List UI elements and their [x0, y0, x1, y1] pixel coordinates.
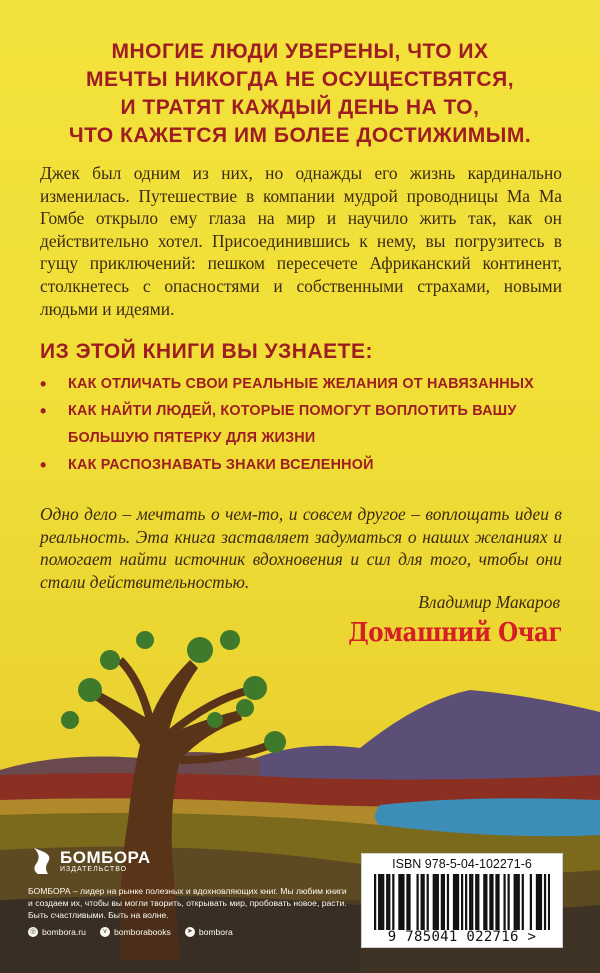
barcode-block [361, 853, 563, 948]
barcode-bar [495, 874, 497, 930]
barcode-bar [406, 874, 408, 930]
barcode-bar [433, 874, 435, 930]
barcode-bar [447, 874, 449, 930]
barcode-bar [483, 874, 485, 930]
barcode-bar [453, 874, 455, 930]
barcode-bar [518, 874, 520, 930]
barcode-bar [536, 874, 538, 930]
barcode-bar [477, 874, 479, 930]
social-link-vk[interactable] [100, 927, 171, 937]
isbn-text: ISBN 978-5-04-102271-6 [392, 857, 532, 871]
barcode-bar [457, 874, 459, 930]
barcode-bar [544, 874, 546, 930]
social-label: bomborabooks [113, 927, 171, 937]
barcode-bar [455, 874, 457, 930]
instagram-icon: ◎ [29, 928, 37, 935]
barcode-bar [540, 874, 542, 930]
barcode-bar [427, 874, 429, 930]
barcode-bar [491, 874, 493, 930]
barcode-bar [548, 874, 550, 930]
publisher-blurb: БОМБОРА – лидер на рынке полезных и вдохновляющих книг. Мы любим книги и создаем их, чтобы вы могли творить, открывать мир, пробовать новое, расти. Быть счастливыми. Быть на волне. [28, 886, 347, 920]
book-description: Джек был одним из них, но однажды его жизнь кардинально изменилась. Путешествие в компании мудрой проводницы Ма Ма Гомбе открыло ему глаза на мир и научило жить так, как он действительно хотел. Присоединившись к нему, вы погрузитесь в гущу приключений: пешком пересечете Африканский континент, столкнетесь с опасностями и собственными страхами, новыми людьми и идеями. [40, 163, 562, 319]
barcode-bar [469, 874, 471, 930]
barcode-bar [416, 874, 418, 930]
quote-author: Владимир Макаров [418, 592, 560, 612]
bullet-icon: • [40, 401, 47, 421]
barcode-bar [386, 874, 388, 930]
barcode-bar [388, 874, 390, 930]
barcode-bar [489, 874, 491, 930]
barcode-bar [380, 874, 382, 930]
barcode-bar [392, 874, 394, 930]
barcode-bar [530, 874, 532, 930]
social-label: bombora.ru [42, 927, 86, 937]
learn-item-text: КАК ОТЛИЧАТЬ СВОИ РЕАЛЬНЫЕ ЖЕЛАНИЯ ОТ НАВЯЗАННЫХ [68, 376, 534, 392]
learn-item-text: КАК НАЙТИ ЛЮДЕЙ, КОТОРЫЕ ПОМОГУТ ВОПЛОТИТЬ ВАШУ БОЛЬШУЮ ПЯТЕРКУ ДЛЯ ЖИЗНИ [68, 403, 517, 446]
learn-section-title: ИЗ ЭТОЙ КНИГИ ВЫ УЗНАЕТЕ: [40, 340, 373, 363]
social-label: bombora [198, 927, 233, 937]
barcode-bar [402, 874, 404, 930]
barcode-bar [400, 874, 402, 930]
barcode-image [374, 874, 550, 930]
barcode-bar [423, 874, 425, 930]
bullet-icon: • [40, 455, 47, 475]
barcode-bar [522, 874, 524, 930]
barcode-bar [485, 874, 487, 930]
publisher-name: БОМБОРА [60, 847, 151, 867]
barcode-bar [382, 874, 384, 930]
barcode-bar [408, 874, 410, 930]
headline-line: ЧТО КАЖЕТСЯ ИМ БОЛЕЕ ДОСТИЖИМЫМ. [68, 124, 532, 147]
barcode-bar [374, 874, 376, 930]
publisher-subtitle: ИЗДАТЕЛЬСТВО [60, 865, 128, 873]
social-links [28, 927, 233, 937]
barcode-bar [475, 874, 477, 930]
bullet-icon: • [40, 374, 47, 394]
barcode-bar [516, 874, 518, 930]
headline-line: МЕЧТЫ НИКОГДА НЕ ОСУЩЕСТВЯТСЯ, [85, 68, 515, 91]
barcode-bar [378, 874, 380, 930]
telegram-icon: ➤ [185, 927, 195, 937]
barcode-bar [465, 874, 467, 930]
barcode-bar [503, 874, 505, 930]
headline-line: МНОГИЕ ЛЮДИ УВЕРЕНЫ, ЧТО ИХ [111, 40, 489, 63]
bombora-logo-icon [28, 846, 54, 876]
barcode-bar [437, 874, 439, 930]
barcode-bar [538, 874, 540, 930]
magazine-logo: Домашний Очаг [348, 617, 562, 649]
barcode-bar [497, 874, 499, 930]
barcode-bar [471, 874, 473, 930]
social-link-instagram[interactable] [28, 927, 86, 937]
publisher-logo [28, 846, 151, 876]
barcode-bar [514, 874, 516, 930]
learn-item-text: КАК РАСПОЗНАВАТЬ ЗНАКИ ВСЕЛЕННОЙ [68, 457, 374, 473]
barcode-bar [398, 874, 400, 930]
barcode-bar [441, 874, 443, 930]
vk-icon: v [100, 927, 110, 937]
barcode-bar [421, 874, 423, 930]
review-quote: Одно дело – мечтать о чем-то, и совсем другое – воплощать идеи в реальность. Эта книга заставляет задуматься о наших желаниях и помогает найти источник вдохновения и сил для того, чтобы они стали действительностью. [40, 504, 562, 592]
barcode-bar [435, 874, 437, 930]
headline-line: И ТРАТЯТ КАЖДЫЙ ДЕНЬ НА ТО, [120, 96, 480, 119]
barcode-bar [443, 874, 445, 930]
barcode-bar [508, 874, 510, 930]
barcode-digits: 9 785041 022716 > [387, 929, 537, 945]
social-link-telegram[interactable] [185, 927, 233, 937]
barcode-bar [461, 874, 463, 930]
